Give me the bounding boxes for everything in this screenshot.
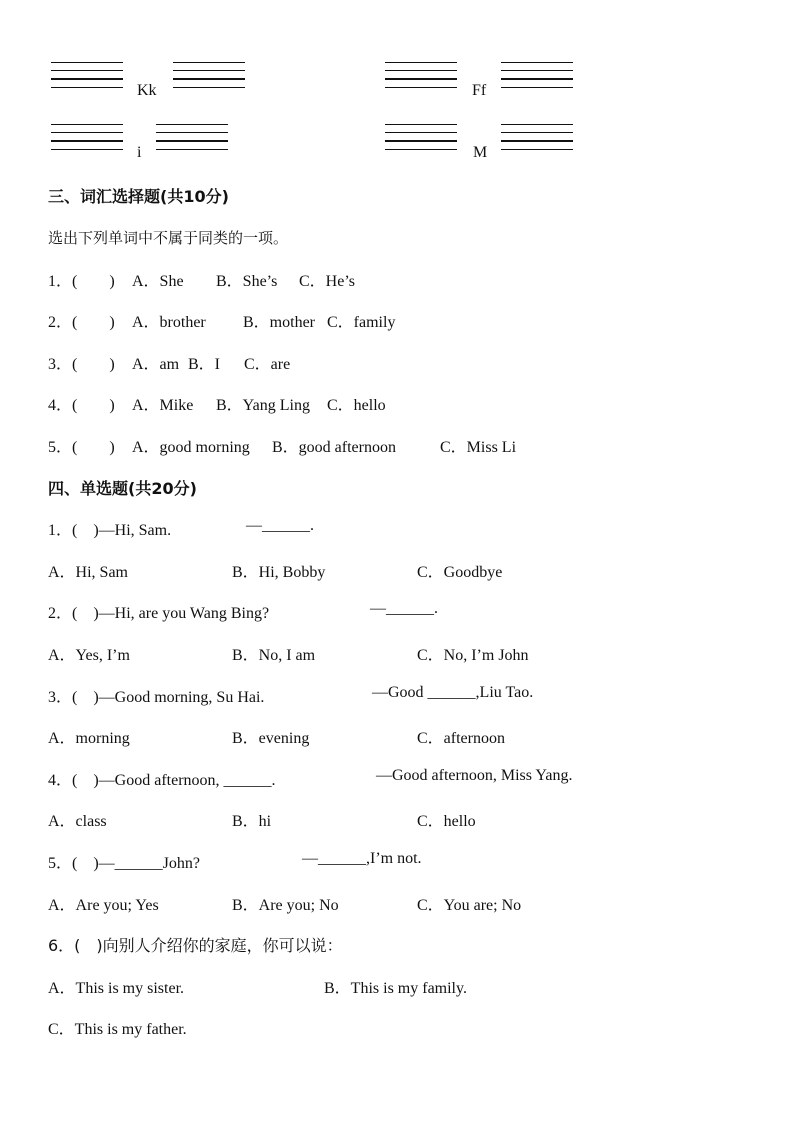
s4-q2-stem: 2．( )—Hi, are you Wang Bing? <box>48 605 270 622</box>
s3-q2-option-c: C．family <box>327 314 396 331</box>
s4-q4-response: —Good afternoon, Miss Yang. <box>376 767 573 784</box>
s4-q3-stem: 3．( )—Good morning, Su Hai. <box>48 689 265 706</box>
s4-q4-option-b: B．hi <box>232 813 272 830</box>
s4-q2-option-c: C．No, I’m John <box>417 647 529 664</box>
s4-q4-stem: 4．( )—Good afternoon, ______. <box>48 772 276 789</box>
s4-q1-option-c: C．Goodbye <box>417 564 503 581</box>
writing-grid <box>156 122 228 154</box>
grid-letter: M <box>473 144 488 161</box>
s3-q2-number <box>48 309 115 332</box>
question-number: 4．( <box>48 397 78 414</box>
s4-q1-option-a: A．Hi, Sam <box>48 564 129 581</box>
s3-q1-option-a: A．She <box>132 273 184 290</box>
s4-q2-option-b: B．No, I am <box>232 647 316 664</box>
section-3-instruction: 选出下列单词中不属于同类的一项。 <box>48 229 289 247</box>
s4-q6-stem: 6．( )向别人介绍你的家庭，你可以说： <box>48 936 343 955</box>
s3-q5-number <box>48 434 115 457</box>
s4-q4-option-a: A．class <box>48 813 107 830</box>
s3-q1-option-b: B．She’s <box>216 273 278 290</box>
s3-q1-option-c: C．He’s <box>299 273 356 290</box>
s3-q2-option-b: B．mother <box>243 314 315 331</box>
writing-grid <box>173 60 245 92</box>
s3-q1-number <box>48 268 115 291</box>
s4-q2-option-a: A．Yes, I’m <box>48 647 130 664</box>
writing-grid <box>385 60 457 92</box>
s4-q3-option-a: A．morning <box>48 730 130 747</box>
question-number: 5．( <box>48 439 78 456</box>
writing-grid <box>51 122 123 154</box>
s4-q6-option-b: B．This is my family. <box>324 980 467 997</box>
grid-letter: Kk <box>137 82 157 99</box>
s4-q6-option-c: C．This is my father. <box>48 1021 187 1038</box>
s3-q3-option-a: A．am <box>132 356 180 373</box>
s4-q1-response: —______. <box>246 517 314 534</box>
s3-q4-option-a: A．Mike <box>132 397 194 414</box>
answer-blank: ) <box>77 439 115 456</box>
s4-q5-option-a: A．Are you; Yes <box>48 897 159 914</box>
answer-blank: ) <box>77 273 115 290</box>
question-number: 2．( <box>48 314 78 331</box>
s4-q3-response: —Good ______,Liu Tao. <box>372 684 534 701</box>
s3-q5-option-b: B．good afternoon <box>272 439 396 456</box>
writing-grid <box>385 122 457 154</box>
writing-grid <box>501 122 573 154</box>
s3-q3-option-b: B．I <box>188 356 221 373</box>
section-4-title: 四、单选题(共20分) <box>48 479 197 498</box>
s3-q5-option-c: C．Miss Li <box>440 439 517 456</box>
s3-q5-option-a: A．good morning <box>132 439 250 456</box>
s3-q4-option-b: B．Yang Ling <box>216 397 310 414</box>
s3-q4-number <box>48 392 115 415</box>
s4-q5-stem: 5．( )—______John? <box>48 855 200 872</box>
s4-q1-stem: 1．( )—Hi, Sam. <box>48 522 172 539</box>
s3-q3-option-c: C．are <box>244 356 291 373</box>
s4-q1-option-b: B．Hi, Bobby <box>232 564 326 581</box>
question-number: 3．( <box>48 356 78 373</box>
writing-grid <box>501 60 573 92</box>
s3-q2-option-a: A．brother <box>132 314 206 331</box>
s4-q4-option-c: C．hello <box>417 813 476 830</box>
s4-q3-option-b: B．evening <box>232 730 310 747</box>
grid-letter: Ff <box>472 82 487 99</box>
question-number: 1．( <box>48 273 78 290</box>
s3-q4-option-c: C．hello <box>327 397 386 414</box>
answer-blank: ) <box>77 314 115 331</box>
grid-letter: i <box>137 144 142 161</box>
answer-blank: ) <box>77 397 115 414</box>
s3-q3-number <box>48 351 115 374</box>
s4-q5-option-b: B．Are you; No <box>232 897 339 914</box>
s4-q2-response: —______. <box>370 600 438 617</box>
s4-q5-option-c: C．You are; No <box>417 897 522 914</box>
s4-q6-option-a: A．This is my sister. <box>48 980 185 997</box>
section-3-title: 三、词汇选择题(共10分) <box>48 187 229 206</box>
answer-blank: ) <box>77 356 115 373</box>
s4-q3-option-c: C．afternoon <box>417 730 505 747</box>
s4-q5-response: —______,I’m not. <box>302 850 422 867</box>
writing-grid <box>51 60 123 92</box>
